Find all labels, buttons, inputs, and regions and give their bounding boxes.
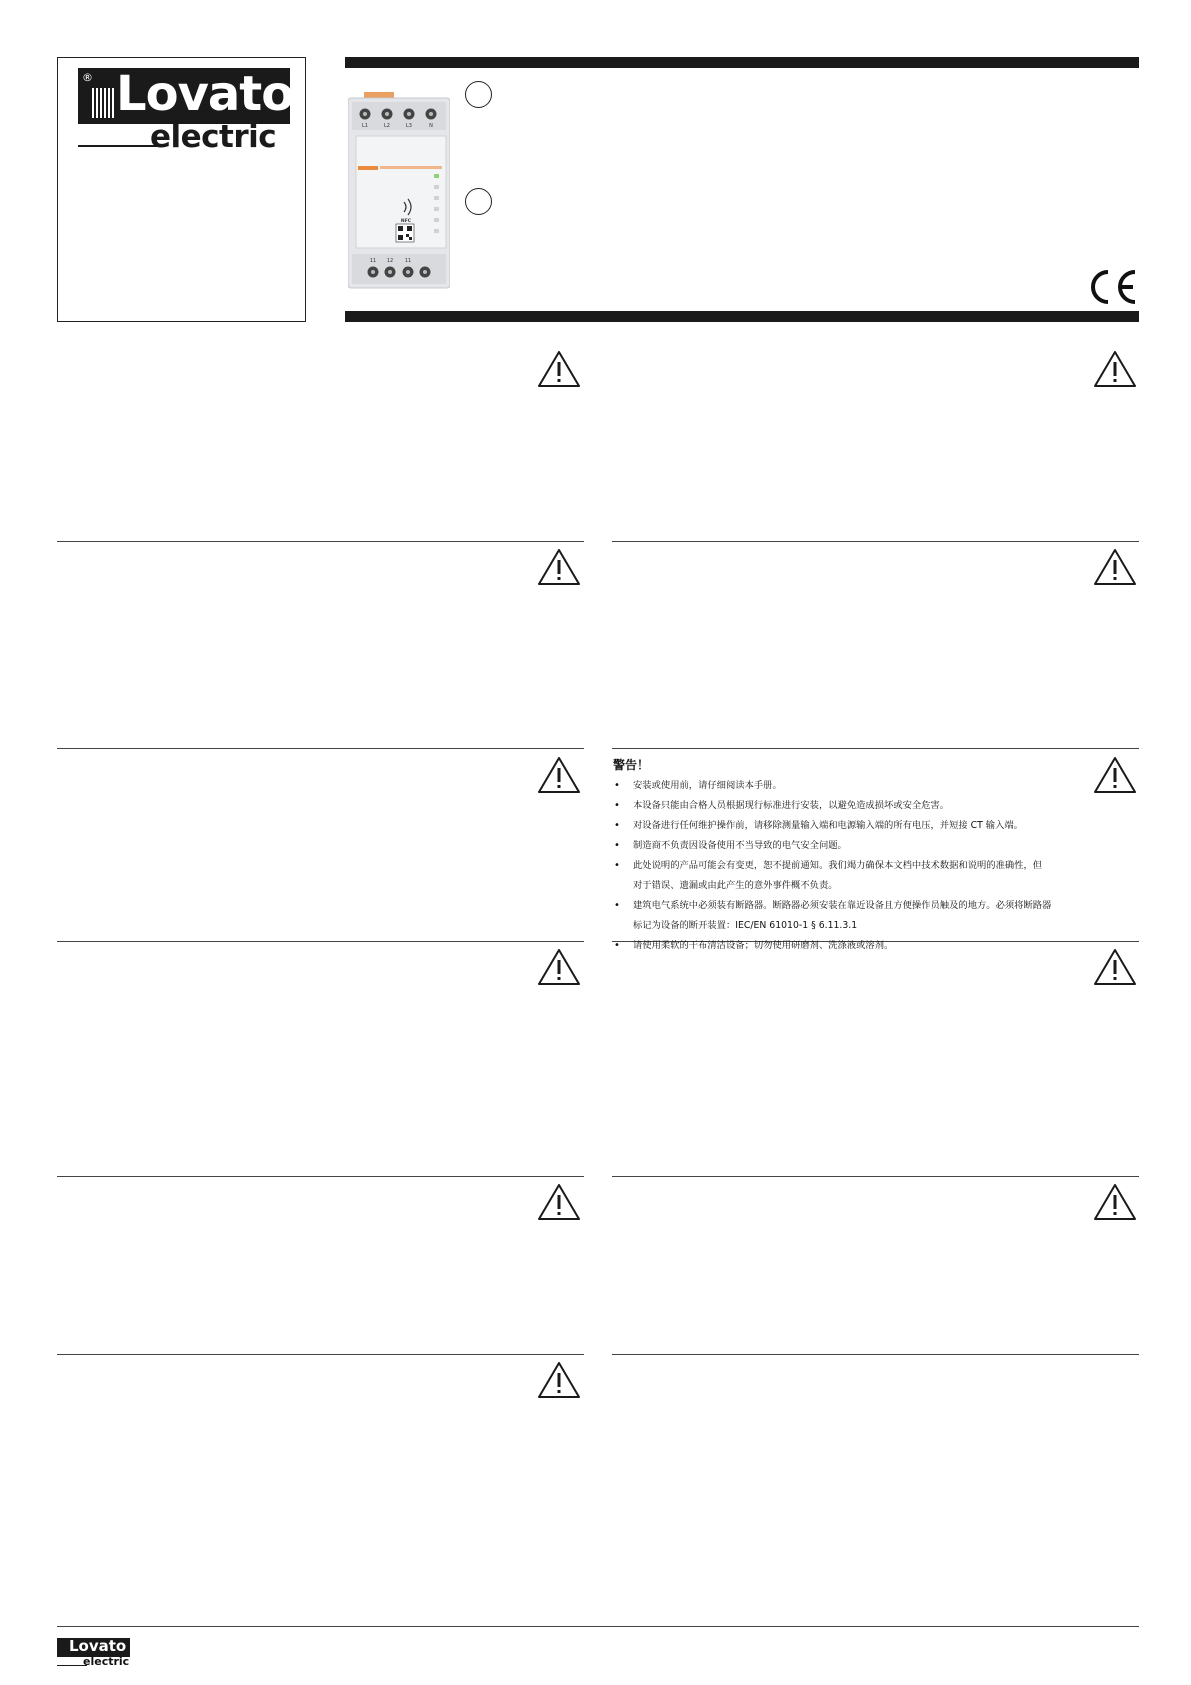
language-circle-1: [465, 81, 492, 108]
warning-triangle-icon: [537, 756, 581, 794]
section-divider: [57, 541, 584, 542]
section-divider: [57, 1354, 584, 1355]
section-divider: [612, 748, 1139, 749]
terminal-label-top: L3: [406, 123, 412, 129]
warning-triangle-icon: [1093, 548, 1137, 586]
nfc-label: NFC: [400, 219, 412, 224]
warning-title-cn: 警告！: [613, 758, 650, 772]
warning-triangle-icon: [537, 1183, 581, 1221]
terminal-label-bottom: 11: [404, 258, 412, 264]
device-illustration: [348, 92, 450, 292]
warning-triangle-icon: [1093, 350, 1137, 388]
warning-triangle-icon: [1093, 1183, 1137, 1221]
logo-box: [57, 57, 306, 322]
logo-stripes-icon: [92, 88, 118, 118]
warning-triangle-icon: [537, 350, 581, 388]
terminal-label-top: L1: [362, 123, 368, 129]
section-divider: [612, 541, 1139, 542]
logo-underline: [78, 145, 158, 147]
terminal-label-bottom: 12: [386, 258, 394, 264]
logo-subtitle: electric: [150, 119, 277, 155]
brand-logo: [78, 66, 294, 124]
section-divider: [57, 748, 584, 749]
terminal-label-top: L2: [384, 123, 390, 129]
warning-list-cn: [613, 776, 1113, 956]
section-divider: [612, 1354, 1139, 1355]
header-bottom-bar: [345, 311, 1139, 322]
section-divider: [57, 941, 584, 942]
list-item: • 制造商不负责因设备使用不当导致的电气安全问题。: [613, 836, 1113, 856]
section-divider: [612, 1176, 1139, 1177]
list-item: • 此处说明的产品可能会有变更，恕不提前通知。我们竭力确保本文档中技术数据和说明的准确性，但: [613, 856, 1113, 876]
list-item: • 本设备只能由合格人员根据现行标准进行安装，以避免造成损坏或安全危害。: [613, 796, 1113, 816]
footer-divider: [57, 1626, 1139, 1627]
list-item-continuation: 标记为设备的断开装置：IEC/EN 61010-1 § 6.11.3.1: [633, 920, 858, 931]
list-item: • 请使用柔软的干布清洁设备；切勿使用研磨剂、洗涤液或溶剂。: [613, 936, 1113, 956]
warning-triangle-icon: [537, 548, 581, 586]
footer-logo-subtitle: electric: [83, 1655, 130, 1668]
language-circle-2: [465, 188, 492, 215]
warning-triangle-icon: [537, 1361, 581, 1399]
registered-mark: ®: [82, 71, 93, 84]
footer-logo-name: Lovato: [69, 1637, 127, 1655]
list-item: • 安装或使用前，请仔细阅读本手册。: [613, 776, 1113, 796]
list-item-continuation: 对于错误、遗漏或由此产生的意外事件概不负责。: [633, 880, 838, 891]
logo-name: Lovato: [116, 66, 294, 122]
terminal-label-bottom: 11: [369, 258, 377, 264]
header-top-bar: [345, 57, 1139, 68]
ce-mark-icon: [1087, 268, 1139, 306]
terminal-label-top: N: [429, 123, 433, 129]
section-divider: [57, 1176, 584, 1177]
list-item: • 对设备进行任何维护操作前，请移除测量输入端和电源输入端的所有电压，并短接 CT 输入端。: [613, 816, 1113, 836]
warning-triangle-icon: [537, 948, 581, 986]
list-item: • 建筑电气系统中必须装有断路器。断路器必须安装在靠近设备且方便操作员触及的地方。必须将断路器: [613, 896, 1113, 916]
